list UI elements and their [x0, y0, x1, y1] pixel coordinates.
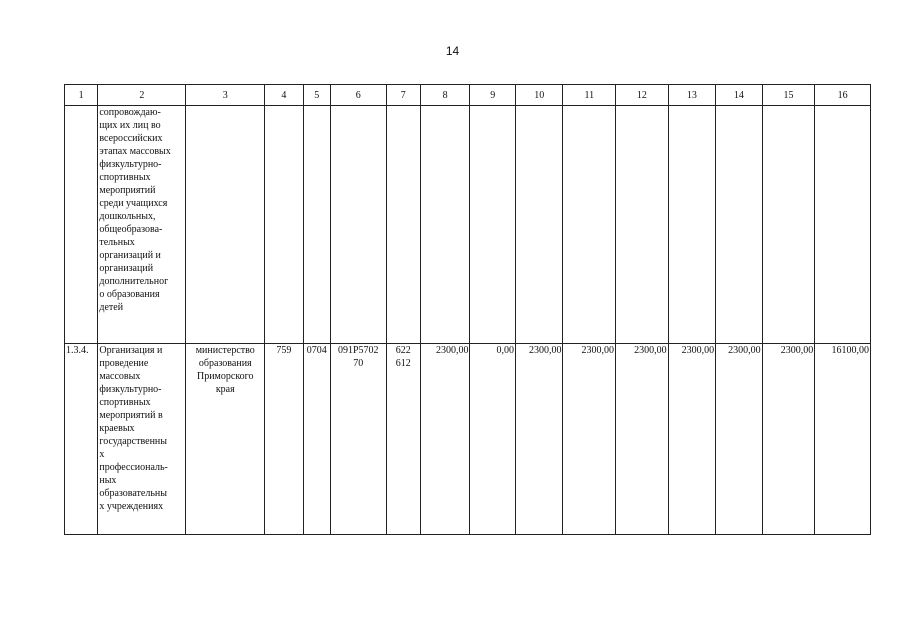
value-cell: 2300,00 — [716, 344, 763, 535]
value-cell: 2300,00 — [616, 344, 669, 535]
value-cell — [616, 106, 669, 344]
value-cell: 2300,00 — [420, 344, 470, 535]
header-cell: 16 — [815, 85, 871, 106]
grbs-cell: 759 — [265, 344, 303, 535]
value-cell — [563, 106, 616, 344]
header-cell: 4 — [265, 85, 303, 106]
header-cell: 7 — [386, 85, 420, 106]
header-cell: 2 — [98, 85, 186, 106]
table-row-continued — [65, 106, 871, 344]
value-cell: 16100,00 — [815, 344, 871, 535]
header-cell: 6 — [330, 85, 386, 106]
rzpr-cell — [303, 106, 330, 344]
value-cell — [420, 106, 470, 344]
vr-cell: 622 612 — [386, 344, 420, 535]
executor-cell — [186, 106, 265, 344]
header-cell: 15 — [762, 85, 815, 106]
budget-table — [64, 84, 871, 535]
header-cell: 3 — [186, 85, 265, 106]
row-number-cell — [65, 106, 98, 344]
row-number-cell: 1.3.4. — [65, 344, 98, 535]
header-cell: 1 — [65, 85, 98, 106]
value-cell: 2300,00 — [762, 344, 815, 535]
rzpr-cell: 0704 — [303, 344, 330, 535]
value-cell: 2300,00 — [563, 344, 616, 535]
value-cell — [470, 106, 516, 344]
measure-description-cell: Организация и проведение массовых физкультурно- спортивных мероприятий в краевых государственны х профессиональ- ных образовательны х учреждениях — [98, 344, 186, 535]
value-cell — [515, 106, 563, 344]
value-cell: 2300,00 — [515, 344, 563, 535]
csr-cell: 091P5702 70 — [330, 344, 386, 535]
grbs-cell — [265, 106, 303, 344]
measure-description-cell: сопровождаю- щих их лиц во всероссийских этапах массовых физкультурно- спортивных мероприятий среди учащихся дошкольных, общеобразова- тельных организаций и организаций дополнительног о образования детей — [98, 106, 186, 344]
value-cell — [716, 106, 763, 344]
header-cell: 5 — [303, 85, 330, 106]
value-cell — [668, 106, 716, 344]
header-cell: 8 — [420, 85, 470, 106]
value-cell — [815, 106, 871, 344]
value-cell — [762, 106, 815, 344]
header-cell: 9 — [470, 85, 516, 106]
value-cell: 0,00 — [470, 344, 516, 535]
header-cell: 10 — [515, 85, 563, 106]
header-cell: 14 — [716, 85, 763, 106]
table-header-row — [65, 85, 871, 106]
header-cell: 13 — [668, 85, 716, 106]
page-number: 14 — [445, 44, 460, 58]
value-cell: 2300,00 — [668, 344, 716, 535]
header-cell: 11 — [563, 85, 616, 106]
header-cell: 12 — [616, 85, 669, 106]
vr-cell — [386, 106, 420, 344]
table-row-1-3-4 — [65, 344, 871, 535]
executor-cell: министерство образования Приморского края — [186, 344, 265, 535]
csr-cell — [330, 106, 386, 344]
